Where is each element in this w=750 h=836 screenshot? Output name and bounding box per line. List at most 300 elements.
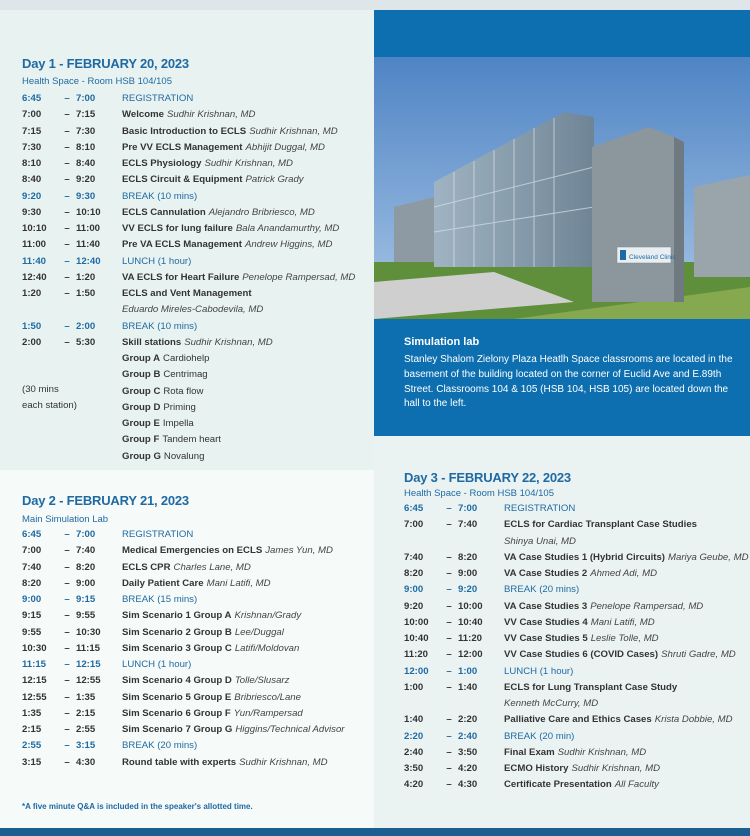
end-time: 4:30 [458,779,478,791]
time-dash: – [64,610,70,622]
start-time: 9:20 [404,600,424,612]
session-time [404,647,504,663]
skill-group [122,432,221,448]
station-note-line2: each station) [22,400,77,411]
end-time: 9:00 [458,568,478,579]
session-title: REGISTRATION [122,529,194,540]
session-title: Pre VV ECLS Management [122,141,243,153]
session-info [122,254,191,270]
session-title: VV Case Studies 6 (COVID Cases) [504,649,659,661]
group-device: Novalung [163,450,205,462]
time-dash: – [64,740,70,752]
session-info [122,335,273,351]
time-dash: – [64,561,70,573]
start-time: 9:00 [22,594,42,605]
session-title: Certificate Presentation [504,779,612,791]
session-speaker: Sudhir Krishnan, MD [184,336,273,348]
session-info [122,641,299,657]
time-dash: – [446,649,452,661]
time-dash: – [446,746,452,758]
day1-title: Day 1 - FEBRUARY 20, 2023 [22,56,189,71]
start-time: 7:15 [22,125,42,137]
session-info [122,608,301,624]
schedule-row [22,592,372,608]
time-dash: – [446,551,452,563]
start-time: 1:50 [22,320,42,332]
session-speaker: Shinya Unai, MD [504,535,576,547]
end-time: 2:40 [458,730,478,742]
session-title: Pre VA ECLS Management [122,239,242,251]
time-dash: – [64,320,70,332]
session-title: Welcome [122,109,164,121]
session-speaker: Andrew Higgins, MD [244,239,333,251]
session-title: VV Case Studies 4 [504,616,588,628]
session-info [122,156,293,172]
schedule-row [404,615,748,631]
session-title: ECLS for Cardiac Transplant Case Studies [504,519,697,531]
time-dash: – [446,568,452,579]
start-time: 7:00 [22,109,42,121]
start-time: 9:30 [22,206,42,218]
session-time [22,270,122,286]
session-speaker: Mani Latifi, MD [206,577,271,589]
session-speaker: Sudhir Krishnan, MD [249,125,338,137]
session-title: Sim Scenario 1 Group A [122,610,232,622]
session-speaker: Kenneth McCurry, MD [504,698,599,709]
time-dash: – [64,158,70,169]
start-time: 3:50 [404,763,424,774]
schedule-row [404,712,748,728]
skill-group [122,367,208,383]
end-time: 2:00 [76,320,96,332]
session-title: REGISTRATION [504,503,576,514]
time-spacer [22,432,122,448]
skill-group [122,449,204,465]
cleveland-clinic-sign: Cleveland Clinic [629,254,676,261]
session-speaker: Bribriesco/Lane [234,691,301,703]
session-time [22,156,122,172]
session-speaker: Bala Anandamurthy, MD [235,223,340,234]
time-dash: – [64,206,70,218]
start-time: 11:00 [22,239,47,251]
day3-schedule [404,501,748,794]
end-time: 7:30 [76,125,96,137]
end-time: 12:40 [76,255,101,267]
time-dash: – [64,223,70,234]
session-info [122,625,284,641]
session-speaker: Patrick Grady [245,174,304,186]
end-time: 1:50 [76,288,96,299]
end-time: 9:00 [76,577,96,589]
schedule-row [404,517,748,533]
start-time: 6:45 [22,93,42,104]
end-time: 9:15 [76,594,96,605]
start-time: 7:40 [404,551,424,563]
start-time: 9:55 [22,626,42,638]
session-time [404,599,504,615]
schedule-row [404,729,748,745]
schedule-row [22,335,372,351]
skill-group [122,351,209,367]
session-info [122,576,271,592]
schedule-row [22,319,372,335]
session-info [122,270,355,286]
schedule-row [22,140,372,156]
session-speaker: Tolle/Slusarz [234,675,290,687]
session-time [22,641,122,657]
start-time: 8:10 [22,158,42,169]
end-time: 7:40 [76,545,96,557]
session-info [504,729,574,745]
skill-group-row [22,449,372,465]
start-time: 6:45 [404,503,424,514]
session-title: VA Case Studies 1 (Hybrid Circuits) [504,551,665,563]
time-dash: – [64,529,70,540]
day3-title: Day 3 - FEBRUARY 22, 2023 [404,470,571,485]
end-time: 9:55 [76,610,96,622]
session-title: ECMO History [504,763,569,774]
group-label: Group D [122,401,161,413]
session-time [404,729,504,745]
session-info [504,712,733,728]
session-time [22,592,122,608]
day1-location: Health Space - Room HSB 104/105 [22,76,172,87]
time-dash: – [64,675,70,687]
session-time [404,501,504,517]
session-info [504,745,646,761]
start-time: 7:30 [22,141,42,153]
start-time: 8:20 [404,568,424,579]
group-label: Group G [122,450,161,462]
schedule-row [22,254,372,270]
session-info [122,319,197,335]
bottom-border [0,828,750,836]
session-speaker: Sudhir Krishnan, MD [166,109,256,121]
session-info [122,91,193,107]
session-time [404,566,504,582]
session-speaker: Mani Latifi, MD [590,616,655,628]
group-device: Tandem heart [162,434,221,446]
start-time: 2:20 [404,730,424,742]
session-info [122,560,251,576]
schedule-row [22,641,372,657]
start-time: 10:30 [22,642,47,654]
group-device: Impella [162,418,194,429]
schedule-row [404,745,748,761]
schedule-row [22,690,372,706]
session-time [22,124,122,140]
skill-group [122,400,196,416]
time-dash: – [64,109,70,121]
time-dash: – [64,756,70,768]
session-info [122,690,301,706]
session-info [122,286,252,302]
session-title: Round table with experts [122,756,237,768]
session-time [22,107,122,123]
end-time: 9:20 [76,174,96,186]
schedule-row [22,189,372,205]
footnote: *A five minute Q&A is included in the speaker's allotted time. [22,802,253,811]
schedule-row [22,270,372,286]
session-info [122,140,325,156]
end-time: 2:55 [76,724,96,735]
start-time: 1:40 [404,714,424,726]
time-spacer [22,302,122,318]
session-time [22,560,122,576]
session-time [404,582,504,598]
time-dash: – [446,714,452,726]
session-speaker: Eduardo Mireles-Cabodevila, MD [122,304,264,316]
time-dash: – [446,779,452,791]
time-dash: – [446,763,452,774]
time-dash: – [446,633,452,644]
end-time: 8:10 [76,141,96,153]
time-dash: – [64,724,70,735]
end-time: 2:15 [76,707,96,719]
session-title: BREAK (20 mins) [122,740,198,752]
session-info [122,221,339,237]
session-title: BREAK (15 mins) [122,594,198,605]
session-title: VA Case Studies 2 [504,568,588,579]
session-title: BREAK (20 min) [504,730,575,742]
schedule-row [22,91,372,107]
end-time: 4:30 [76,756,96,768]
start-time: 7:40 [22,561,42,573]
building-photo [374,57,750,319]
session-info [504,582,579,598]
start-time: 11:20 [404,649,429,661]
end-time: 11:20 [458,633,483,644]
schedule-row [404,664,748,680]
session-speaker: Lee/Duggal [234,626,284,638]
time-dash: – [64,336,70,348]
schedule-row [404,631,748,647]
session-time [404,631,504,647]
session-title: Sim Scenario 4 Group D [122,675,232,687]
group-label: Group C [122,385,161,397]
station-note-line1: (30 mins [22,384,59,395]
end-time: 7:00 [76,529,96,540]
start-time: 10:40 [404,633,429,644]
schedule-row [22,576,372,592]
session-title: Sim Scenario 7 Group G [122,724,233,735]
session-speaker: Mariya Geube, MD [668,551,749,563]
session-info [504,777,659,793]
session-speaker: Sudhir Krishnan, MD [571,763,661,774]
session-title: Daily Patient Care [122,577,204,589]
session-info [504,631,659,647]
time-dash: – [64,93,70,104]
group-label: Group F [122,434,160,446]
session-info [122,172,304,188]
session-time [404,517,504,533]
session-speaker: Ahmed Adi, MD [590,568,658,579]
start-time: 1:00 [404,681,424,693]
end-time: 11:00 [76,223,101,234]
end-time: 9:30 [76,190,96,202]
time-spacer [404,696,504,712]
end-time: 7:00 [458,503,478,514]
time-spacer [22,351,122,367]
time-dash: – [446,681,452,693]
start-time: 2:55 [22,740,42,752]
start-time: 6:45 [22,529,42,540]
time-dash: – [64,659,70,670]
schedule-row [22,625,372,641]
schedule-row [22,722,372,738]
time-spacer [22,449,122,465]
end-time: 7:40 [458,519,478,531]
end-time: 8:20 [458,551,478,563]
top-border [0,0,750,10]
end-time: 10:30 [76,626,101,638]
session-time [22,657,122,673]
session-info [504,647,736,663]
session-title: VV Case Studies 5 [504,633,588,644]
schedule-row [404,550,748,566]
session-info [122,237,332,253]
skill-group-row [22,351,372,367]
group-device: Cardiohelp [163,353,210,364]
group-device: Priming [163,401,196,413]
end-time: 7:15 [76,109,96,121]
session-speaker: Penelope Rampersad, MD [590,600,704,612]
skill-group-row [22,432,372,448]
end-time: 10:00 [458,600,483,612]
session-speaker: Alejandro Bribriesco, MD [208,206,315,218]
session-time [22,91,122,107]
session-title: ECLS Circuit & Equipment [122,174,243,186]
schedule-row [22,560,372,576]
session-title: VA Case Studies 3 [504,600,588,612]
session-info [122,706,303,722]
session-info [504,517,697,533]
session-time [404,615,504,631]
end-time: 12:15 [76,659,101,670]
session-speaker: Abhijit Duggal, MD [245,141,325,153]
end-time: 5:30 [76,336,96,348]
time-dash: – [64,125,70,137]
time-dash: – [64,545,70,557]
session-speaker: Penelope Rampersad, MD [242,271,356,283]
start-time: 1:20 [22,288,42,299]
schedule-row [22,124,372,140]
end-time: 7:00 [76,93,96,104]
start-time: 10:10 [22,223,47,234]
session-title: LUNCH (1 hour) [122,255,192,267]
session-title: LUNCH (1 hour) [122,659,192,670]
group-label: Group E [122,418,160,429]
time-spacer [404,534,504,550]
end-time: 12:55 [76,675,101,687]
end-time: 1:40 [458,681,478,693]
start-time: 11:40 [22,255,47,267]
session-time [22,205,122,221]
session-time [22,706,122,722]
schedule-row [404,599,748,615]
session-info [122,657,191,673]
session-info [122,738,197,754]
schedule-row [22,738,372,754]
session-title: BREAK (10 mins) [122,190,198,202]
session-time [22,722,122,738]
session-time [404,550,504,566]
schedule-row [404,647,748,663]
session-info [504,680,677,696]
station-note [22,382,77,414]
end-time: 4:20 [458,763,478,774]
session-title: LUNCH (1 hour) [504,665,574,677]
session-speaker: Sudhir Krishnan, MD [557,746,647,758]
session-time [404,761,504,777]
time-dash: – [64,174,70,186]
end-time: 2:20 [458,714,478,726]
session-time [22,625,122,641]
time-dash: – [64,594,70,605]
session-speaker: Krista Dobbie, MD [654,714,733,726]
day2-location: Main Simulation Lab [22,514,109,525]
session-time [22,738,122,754]
end-time: 9:20 [458,584,478,596]
time-dash: – [64,691,70,703]
session-info [122,592,197,608]
schedule-row [404,501,748,517]
session-title: BREAK (20 mins) [504,584,580,596]
session-time [22,576,122,592]
session-time [22,237,122,253]
session-time [404,712,504,728]
schedule-row-continued [22,302,372,318]
end-time: 11:40 [76,239,101,251]
session-info [122,124,338,140]
session-speaker: All Faculty [614,779,659,791]
schedule-row-continued [404,534,748,550]
schedule-row [22,205,372,221]
schedule-row [22,156,372,172]
start-time: 9:20 [22,190,42,202]
schedule-row [404,761,748,777]
end-time: 8:20 [76,561,96,573]
start-time: 8:40 [22,174,42,186]
session-title: Final Exam [504,746,555,758]
session-time [22,755,122,771]
group-label: Group B [122,369,161,381]
session-info [122,543,333,559]
start-time: 11:15 [22,659,47,670]
session-title: Basic Introduction to ECLS [122,125,247,137]
session-time [404,664,504,680]
time-dash: – [446,519,452,531]
session-title: VA ECLS for Heart Failure [122,271,240,283]
start-time: 12:40 [22,271,47,283]
start-time: 10:00 [404,616,429,628]
session-info [122,107,255,123]
session-speaker: Krishnan/Grady [234,610,302,622]
schedule-row [22,172,372,188]
end-time: 1:00 [458,665,478,677]
start-time: 2:15 [22,724,42,735]
start-time: 8:20 [22,577,42,589]
session-time [22,172,122,188]
session-time [22,254,122,270]
schedule-row [22,237,372,253]
start-time: 12:00 [404,665,429,677]
time-dash: – [64,239,70,251]
schedule-row [22,657,372,673]
start-time: 4:20 [404,779,424,791]
start-time: 12:15 [22,675,47,687]
schedule-row [22,755,372,771]
